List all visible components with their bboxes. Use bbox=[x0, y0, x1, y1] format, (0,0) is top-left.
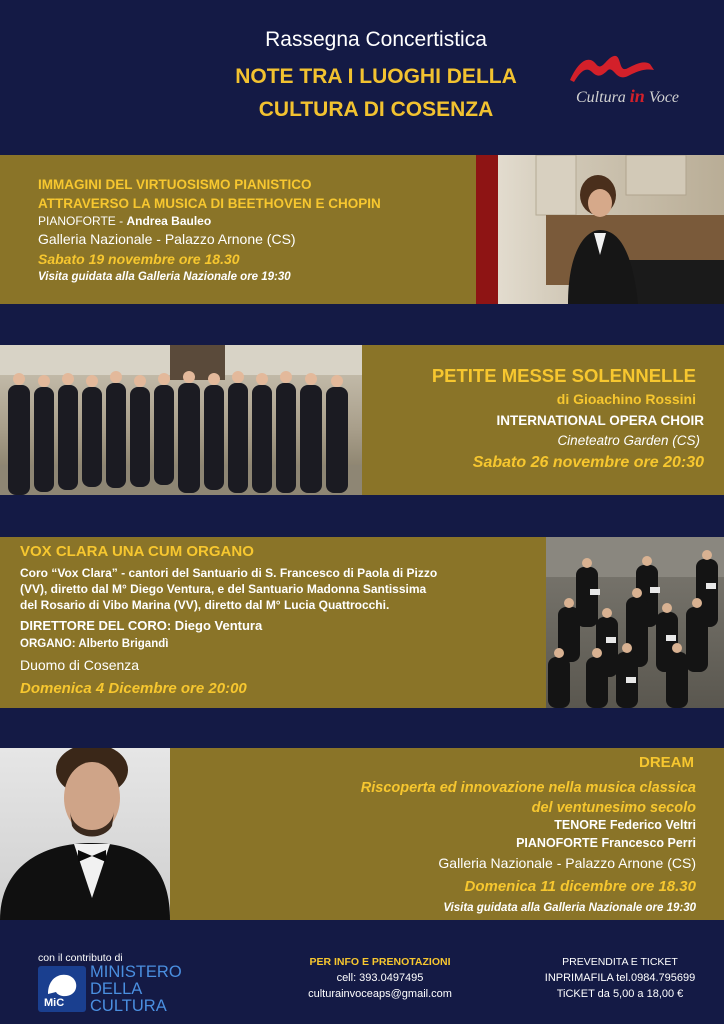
event1-venue: Galleria Nazionale - Palazzo Arnone (CS) bbox=[38, 231, 296, 247]
event3-venue: Duomo di Cosenza bbox=[20, 657, 140, 673]
event3-desc-line1: Coro “Vox Clara” - cantori del Santuario di S. Francesco di Paola di Pizzo bbox=[20, 566, 438, 580]
event4-date: Domenica 11 dicembre ore 18.30 bbox=[464, 878, 696, 895]
event4-subtitle-line1: Riscoperta ed innovazione nella musica classica bbox=[360, 780, 696, 796]
ministry-line3: CULTURA bbox=[90, 997, 167, 1015]
event4-tenor: TENORE Federico Veltri bbox=[554, 818, 696, 832]
event2-title: PETITE MESSE SOLENNELLE bbox=[431, 365, 696, 386]
event1-title bbox=[38, 175, 381, 213]
event3-date: Domenica 4 Dicembre ore 20:00 bbox=[20, 680, 247, 697]
event1-title-line1: IMMAGINI DEL VIRTUOSISMO PIANISTICO bbox=[38, 177, 312, 192]
event1-performer-line bbox=[38, 214, 211, 228]
event1-note: Visita guidata alla Galleria Nazionale ore 19:30 bbox=[38, 271, 291, 283]
event2-performer: INTERNATIONAL OPERA CHOIR bbox=[496, 413, 704, 428]
event2-composer: di Gioachino Rossini bbox=[556, 391, 696, 407]
event3-desc-line3: del Rosario di Vibo Marina (VV), diretto dal M° Lucia Quattrocchi. bbox=[20, 598, 390, 612]
event1-title-line2: ATTRAVERSO LA MUSICA DI BEETHOVEN E CHOPIN bbox=[38, 196, 381, 211]
event2-date: Sabato 26 novembre ore 20:30 bbox=[472, 454, 704, 471]
pianist-photo bbox=[476, 155, 724, 304]
series-title-line1: NOTE TRA I LUOGHI DELLA bbox=[235, 65, 517, 88]
presale-block bbox=[520, 954, 720, 1002]
ministry-line2: DELLA bbox=[90, 980, 143, 998]
series-subtitle: Rassegna Concertistica bbox=[265, 28, 487, 51]
ministry-name bbox=[90, 964, 182, 1015]
event1-performer: Andrea Bauleo bbox=[126, 214, 212, 228]
mic-label: MiC bbox=[44, 997, 65, 1009]
event4-subtitle bbox=[361, 778, 696, 818]
event4-title: DREAM bbox=[639, 754, 694, 771]
mic-logo bbox=[38, 966, 86, 1012]
info-title: PER INFO E PRENOTAZIONI bbox=[309, 956, 451, 968]
cultura-in-voce-logo bbox=[566, 50, 696, 114]
event3-organ: ORGANO: Alberto Brigandì bbox=[20, 638, 169, 650]
ministry-line1: MINISTERO bbox=[90, 963, 182, 981]
info-email[interactable]: culturainvoceaps@gmail.com bbox=[308, 988, 452, 1000]
logo-text-c: Voce bbox=[648, 89, 680, 106]
event3-desc-line2: (VV), diretto dal M° Diego Ventura, e del Santuario Madonna Santissima bbox=[20, 582, 427, 596]
event3-description bbox=[20, 565, 437, 613]
event3-director: DIRETTORE DEL CORO: Diego Ventura bbox=[20, 618, 263, 633]
presale-line: INPRIMAFILA tel.0984.795699 bbox=[544, 972, 696, 984]
ticket-price: TiCKET da 5,00 a 18,00 € bbox=[556, 988, 684, 1000]
series-title-line2: CULTURA DI COSENZA bbox=[258, 98, 494, 121]
event2-venue: Cineteatro Garden (CS) bbox=[557, 433, 700, 448]
info-phone: cell: 393.0497495 bbox=[336, 972, 424, 984]
event3-title: VOX CLARA UNA CUM ORGANO bbox=[20, 543, 254, 560]
event4-note: Visita guidata alla Galleria Nazionale ore 19:30 bbox=[443, 902, 696, 914]
event1-date: Sabato 19 novembre ore 18.30 bbox=[38, 251, 240, 267]
vox-clara-photo bbox=[546, 537, 724, 708]
event1-role: PIANOFORTE - bbox=[38, 214, 124, 228]
contribution-label: con il contributo di bbox=[38, 952, 123, 964]
logo-text-a: Cultura bbox=[576, 89, 626, 106]
presale-title: PREVENDITA E TICKET bbox=[562, 956, 678, 968]
logo-text-b: in bbox=[629, 86, 645, 106]
event4-venue: Galleria Nazionale - Palazzo Arnone (CS) bbox=[438, 855, 696, 871]
choir-photo bbox=[0, 345, 362, 495]
event4-subtitle-line2: del ventunesimo secolo bbox=[531, 800, 696, 816]
tenor-photo bbox=[0, 748, 170, 920]
event4-piano: PIANOFORTE Francesco Perri bbox=[516, 836, 696, 850]
info-block bbox=[280, 954, 480, 1002]
